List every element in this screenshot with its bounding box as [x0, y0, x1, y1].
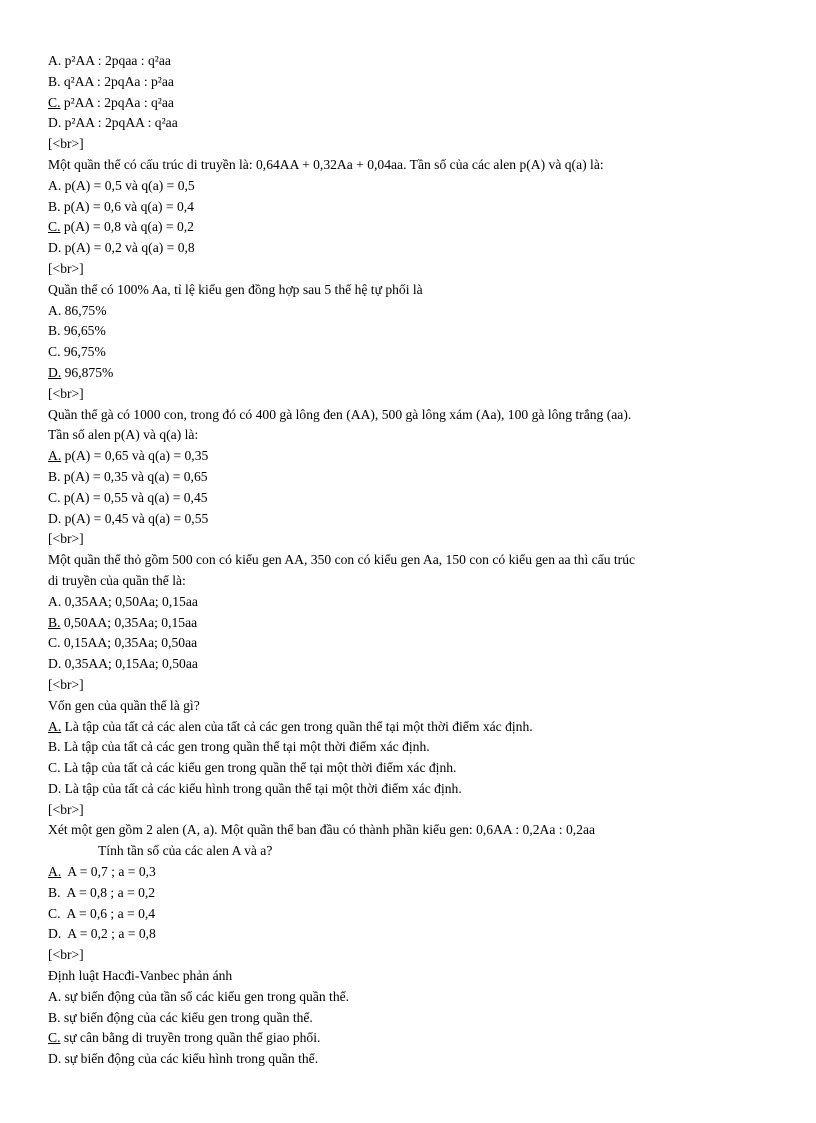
correct-option-letter: C.: [48, 1030, 61, 1046]
option-text: Là tập của tất cả các gen trong quần thể tại một thời điểm xác định.: [60, 739, 430, 755]
option-text: p(A) = 0,2 và q(a) = 0,8: [61, 240, 195, 256]
question-text: Xét một gen gồm 2 alen (A, a). Một quần thể ban đầu có thành phần kiểu gen: 0,6AA : 0,2Aa : 0,2aa: [48, 822, 596, 838]
option-text: A = 0,8 ; a = 0,2: [60, 884, 156, 900]
answer-option: [48, 862, 778, 883]
option-letter: B.: [48, 1009, 61, 1025]
option-text: 0,35AA; 0,15Aa; 0,50aa: [61, 656, 198, 672]
option-text: sự biến động của tần số các kiểu gen trong quần thể.: [61, 988, 350, 1004]
option-text: sự biến động của các kiểu gen trong quần thể.: [60, 1009, 313, 1025]
answer-option: [48, 51, 778, 72]
option-letter: B.: [48, 323, 61, 339]
option-text: Là tập của tất cả các alen của tất cả các gen trong quần thể tại một thời điểm xác định.: [61, 718, 533, 734]
answer-option: [48, 883, 778, 904]
option-letter: D.: [48, 115, 62, 131]
option-letter: B.: [48, 198, 61, 214]
option-text: 0,35AA; 0,50Aa; 0,15aa: [61, 593, 198, 609]
option-letter: C.: [48, 905, 61, 921]
answer-option: [48, 301, 778, 322]
answer-option: [48, 1049, 778, 1070]
answer-option: [48, 717, 778, 738]
option-text: p²AA : 2pqaa : q²aa: [61, 53, 171, 68]
option-text: 0,15AA; 0,35Aa; 0,50aa: [60, 635, 198, 651]
answer-option: [48, 363, 778, 384]
option-text: A = 0,7 ; a = 0,3: [61, 864, 156, 880]
answer-option: [48, 633, 778, 654]
question-text: Tần số alen p(A) và q(a) là:: [48, 427, 199, 443]
option-text: p(A) = 0,6 và q(a) = 0,4: [60, 198, 194, 214]
question-text: Một quần thể thỏ gồm 500 con có kiểu gen AA, 350 con có kiểu gen Aa, 150 con có kiểu gen aa thì cấu trúc: [48, 552, 636, 568]
option-text: p²AA : 2pqAA : q²aa: [61, 115, 178, 131]
option-letter: D.: [48, 240, 62, 256]
answer-option: [48, 72, 778, 93]
option-text: p²AA : 2pqAa : q²aa: [60, 94, 174, 110]
question-text: di truyền của quần thể là:: [48, 572, 186, 588]
option-letter: D.: [48, 926, 62, 942]
option-text: 96,75%: [60, 344, 106, 360]
correct-option-letter: D.: [48, 364, 62, 380]
option-text: A = 0,2 ; a = 0,8: [61, 926, 156, 942]
correct-option-letter: B.: [48, 614, 61, 630]
option-letter: B.: [48, 739, 61, 755]
answer-option: [48, 488, 778, 509]
option-letter: A.: [48, 988, 62, 1004]
option-letter: C.: [48, 760, 61, 776]
answer-option: [48, 342, 778, 363]
option-text: p(A) = 0,8 và q(a) = 0,2: [60, 219, 194, 235]
option-letter: C.: [48, 344, 61, 360]
document-page: [48, 51, 778, 1070]
option-text: p(A) = 0,45 và q(a) = 0,55: [61, 510, 209, 526]
answer-option: [48, 1008, 778, 1029]
option-text: sự biến động của các kiểu hình trong quần thể.: [61, 1051, 319, 1067]
answer-option: [48, 613, 778, 634]
option-text: Là tập của tất cả các kiểu gen trong quần thể tại một thời điểm xác định.: [60, 760, 457, 776]
answer-option: [48, 592, 778, 613]
answer-option: [48, 924, 778, 945]
answer-option: [48, 737, 778, 758]
question-separator: [<br>]: [48, 801, 84, 817]
answer-option: [48, 467, 778, 488]
question-separator: [<br>]: [48, 947, 84, 963]
answer-option: [48, 509, 778, 530]
answer-option: [48, 904, 778, 925]
question-separator: [<br>]: [48, 531, 84, 547]
option-text: p(A) = 0,5 và q(a) = 0,5: [61, 177, 195, 193]
correct-option-letter: C.: [48, 94, 61, 110]
question-text: Vốn gen của quần thể là gì?: [48, 697, 200, 713]
option-letter: B.: [48, 884, 61, 900]
option-letter: B.: [48, 73, 61, 89]
option-text: Là tập của tất cả các kiểu hình trong quần thể tại một thời điểm xác định.: [61, 780, 462, 796]
option-letter: B.: [48, 468, 61, 484]
option-text: sự cân bằng di truyền trong quần thể giao phối.: [60, 1030, 321, 1046]
question-separator: [<br>]: [48, 136, 84, 152]
option-text: 86,75%: [61, 302, 107, 318]
answer-option: [48, 758, 778, 779]
question-text: Một quần thể có cấu trúc di truyền là: 0,64AA + 0,32Aa + 0,04aa. Tần số của các alen p(A) và q(a) là:: [48, 156, 604, 172]
answer-option: [48, 1028, 778, 1049]
option-text: A = 0,6 ; a = 0,4: [60, 905, 156, 921]
option-text: q²AA : 2pqAa : p²aa: [60, 73, 174, 89]
answer-option: [48, 779, 778, 800]
question-text: Quần thể có 100% Aa, tỉ lệ kiểu gen đồng hợp sau 5 thế hệ tự phối là: [48, 281, 423, 297]
correct-option-letter: A.: [48, 864, 62, 880]
question-text: Định luật Hacđi-Vanbec phản ánh: [48, 968, 233, 984]
answer-option: [48, 654, 778, 675]
answer-option: [48, 446, 778, 467]
question-separator: [<br>]: [48, 260, 84, 276]
correct-option-letter: C.: [48, 219, 61, 235]
option-text: p(A) = 0,35 và q(a) = 0,65: [60, 468, 208, 484]
answer-option: [48, 238, 778, 259]
option-letter: A.: [48, 53, 62, 68]
option-text: 96,875%: [61, 364, 114, 380]
question-separator: [<br>]: [48, 385, 84, 401]
answer-option: [48, 176, 778, 197]
option-letter: C.: [48, 635, 61, 651]
option-letter: D.: [48, 656, 62, 672]
option-text: p(A) = 0,55 và q(a) = 0,45: [60, 489, 208, 505]
option-text: 0,50AA; 0,35Aa; 0,15aa: [60, 614, 198, 630]
question-separator: [<br>]: [48, 676, 84, 692]
option-letter: A.: [48, 177, 62, 193]
option-letter: D.: [48, 510, 62, 526]
answer-option: [48, 197, 778, 218]
question-text: Tính tần số của các alen A và a?: [98, 843, 273, 859]
answer-option: [48, 113, 778, 134]
answer-option: [48, 321, 778, 342]
option-letter: A.: [48, 302, 62, 318]
correct-option-letter: A.: [48, 718, 62, 734]
option-text: 96,65%: [60, 323, 106, 339]
option-letter: A.: [48, 593, 62, 609]
answer-option: [48, 93, 778, 114]
correct-option-letter: A.: [48, 448, 62, 464]
option-letter: D.: [48, 1051, 62, 1067]
answer-option: [48, 217, 778, 238]
option-letter: C.: [48, 489, 61, 505]
option-letter: D.: [48, 780, 62, 796]
answer-option: [48, 987, 778, 1008]
question-text: Quần thể gà có 1000 con, trong đó có 400 gà lông đen (AA), 500 gà lông xám (Aa), 100 gà lông trắng (aa).: [48, 406, 632, 422]
option-text: p(A) = 0,65 và q(a) = 0,35: [61, 448, 209, 464]
